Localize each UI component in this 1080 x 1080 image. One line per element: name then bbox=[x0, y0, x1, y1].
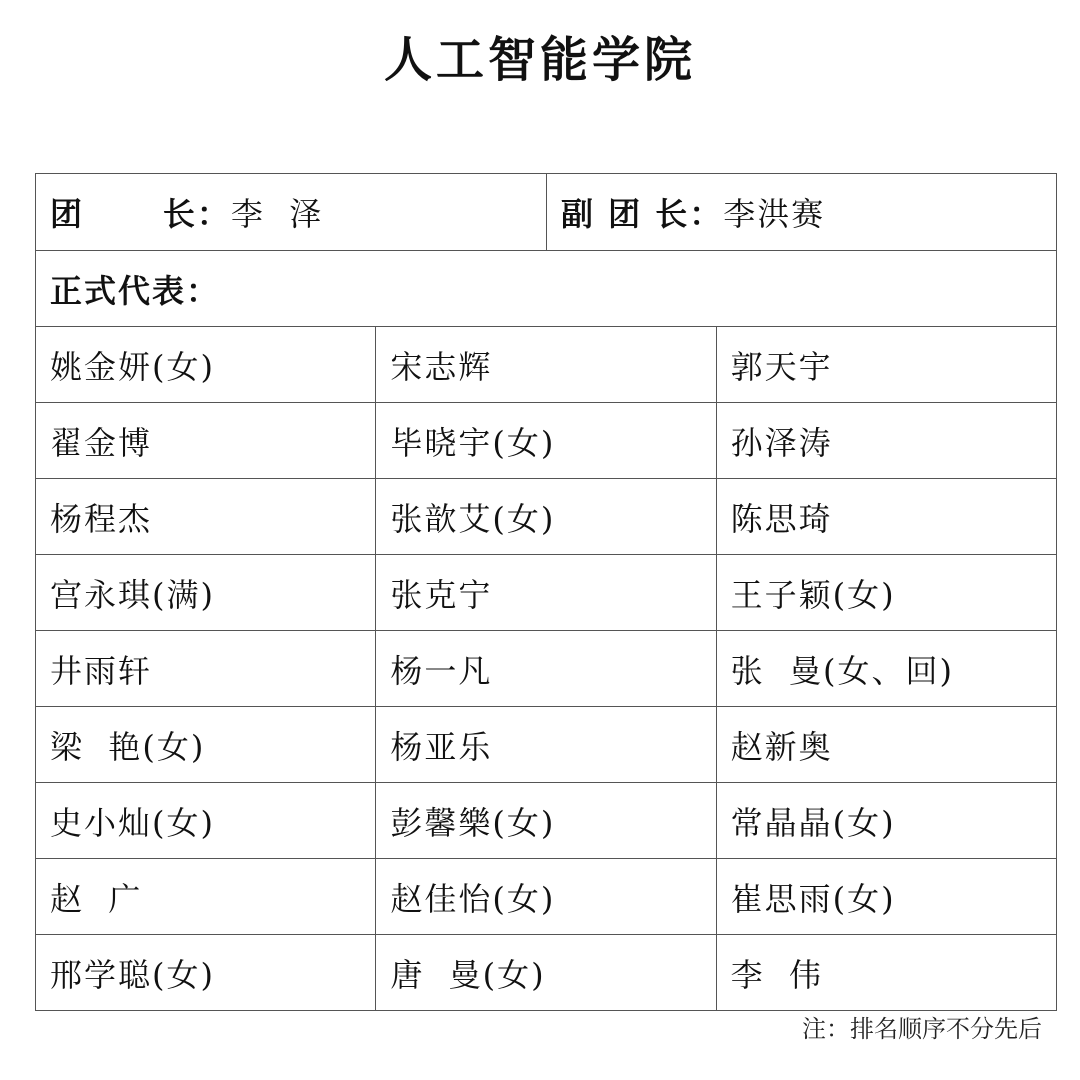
table-row bbox=[36, 478, 1056, 554]
representative-cell: 孙泽涛 bbox=[716, 403, 1056, 478]
representative-cell: 赵新奥 bbox=[716, 707, 1056, 782]
page-title: 人工智能学院 bbox=[383, 32, 696, 88]
table-row bbox=[36, 326, 1056, 402]
representative-cell: 史小灿(女) bbox=[50, 803, 215, 842]
representative-cell: 杨一凡 bbox=[375, 631, 715, 706]
leader-label: 团 长： bbox=[50, 195, 231, 233]
table-row bbox=[36, 630, 1056, 706]
table-row bbox=[36, 554, 1056, 630]
representative-cell: 张 曼(女、回) bbox=[716, 631, 1056, 706]
table-row bbox=[36, 858, 1056, 934]
table-row bbox=[36, 934, 1056, 1010]
section-label: 正式代表： bbox=[50, 271, 221, 310]
representative-cell: 彭馨樂(女) bbox=[375, 783, 715, 858]
representative-cell: 唐 曼(女) bbox=[375, 935, 715, 1010]
representative-cell: 王子颖(女) bbox=[716, 555, 1056, 630]
deputy-leader-name: 李洪赛 bbox=[723, 195, 826, 233]
representative-cell: 陈思琦 bbox=[716, 479, 1056, 554]
representative-cell: 常晶晶(女) bbox=[716, 783, 1056, 858]
deputy-leader-cell bbox=[546, 174, 1056, 250]
representative-cell: 赵 广 bbox=[50, 879, 143, 918]
representative-cell: 郭天宇 bbox=[716, 327, 1056, 402]
representative-cell: 翟金博 bbox=[50, 423, 153, 462]
representative-cell: 宫永琪(满) bbox=[50, 575, 215, 614]
table-row bbox=[36, 706, 1056, 782]
representative-cell: 李 伟 bbox=[716, 935, 1056, 1010]
deputy-leader-label: 副 团 长： bbox=[561, 195, 724, 233]
representative-cell: 毕晓宇(女) bbox=[375, 403, 715, 478]
leader-name: 李 泽 bbox=[230, 195, 324, 233]
representative-cell: 赵佳怡(女) bbox=[375, 859, 715, 934]
representative-cell: 邢学聪(女) bbox=[50, 955, 215, 994]
footnote: 注：排名顺序不分先后 bbox=[802, 1015, 1042, 1043]
representative-cell: 井雨轩 bbox=[50, 651, 153, 690]
section-header-row bbox=[36, 250, 1056, 326]
representative-cell: 张歆艾(女) bbox=[375, 479, 715, 554]
table-row bbox=[36, 402, 1056, 478]
representative-cell: 杨程杰 bbox=[50, 499, 153, 538]
table-row bbox=[36, 782, 1056, 858]
representative-cell: 杨亚乐 bbox=[375, 707, 715, 782]
representative-cell: 宋志辉 bbox=[375, 327, 715, 402]
delegation-table bbox=[35, 173, 1057, 1011]
leaders-row bbox=[36, 174, 1056, 250]
leader-cell bbox=[36, 174, 546, 250]
representative-cell: 梁 艳(女) bbox=[50, 727, 206, 766]
representative-cell: 姚金妍(女) bbox=[50, 347, 215, 386]
representative-cell: 崔思雨(女) bbox=[716, 859, 1056, 934]
representative-cell: 张克宁 bbox=[375, 555, 715, 630]
